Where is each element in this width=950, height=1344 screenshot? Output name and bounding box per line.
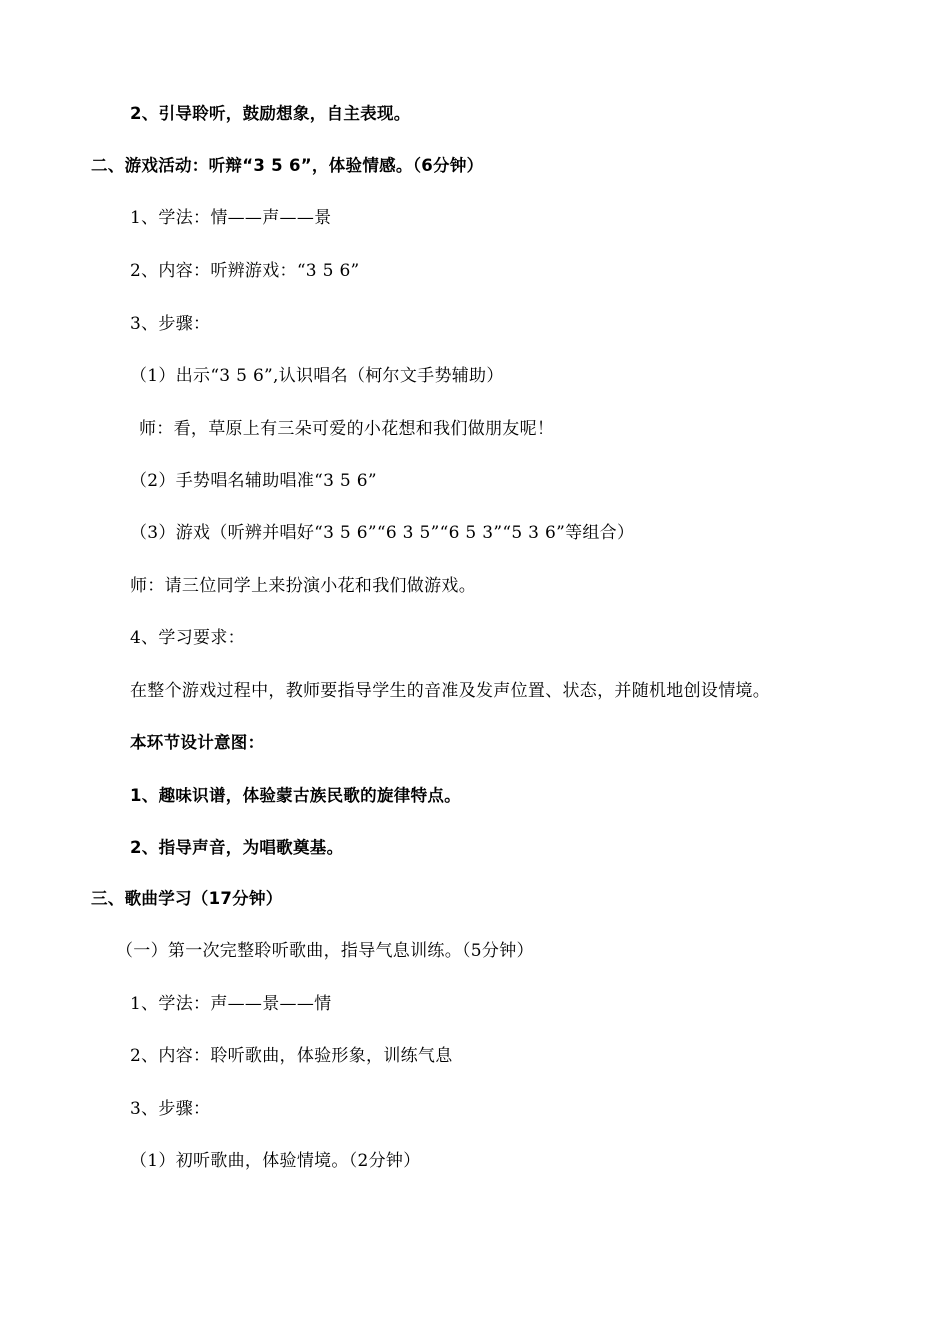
- steps-label: 3、步骤：: [130, 314, 211, 334]
- section-3-heading: 三、歌曲学习（17分钟）: [91, 889, 283, 908]
- step-2-line: （2）手势唱名辅助唱准“3 5 6”: [130, 471, 377, 491]
- study-method-line-2: 1、学法：声——景——情: [130, 994, 332, 1014]
- design-intent-1: 1、趣味识谱，体验蒙古族民歌的旋律特点。: [130, 786, 461, 805]
- step-1-line-2: （1）初听歌曲，体验情境。（2分钟）: [130, 1151, 421, 1171]
- subsection-1-heading: （一）第一次完整聆听歌曲，指导气息训练。（5分钟）: [116, 941, 534, 961]
- section-2-heading: 二、游戏活动：听辩“3 5 6”，体验情感。（6分钟）: [91, 156, 484, 175]
- content-line-2: 2、内容：聆听歌曲，体验形象，训练气息: [130, 1046, 453, 1066]
- step-1-line: （1）出示“3 5 6”,认识唱名（柯尔文手势辅助）: [130, 366, 504, 386]
- study-method-line: 1、学法：情——声——景: [130, 208, 332, 228]
- design-intent-2: 2、指导声音，为唱歌奠基。: [130, 838, 344, 857]
- requirements-label: 4、学习要求：: [130, 628, 245, 648]
- requirements-text: 在整个游戏过程中，教师要指导学生的音准及发声位置、状态，并随机地创设情境。: [130, 681, 771, 701]
- step-2-guide-listening: 2、引导聆听，鼓励想象，自主表现。: [130, 104, 411, 123]
- content-line: 2、内容：听辨游戏：“3 5 6”: [130, 261, 360, 281]
- teacher-line-2: 师：请三位同学上来扮演小花和我们做游戏。: [130, 576, 476, 596]
- teacher-line-1: 师：看，草原上有三朵可爱的小花想和我们做朋友呢！: [139, 419, 555, 439]
- step-3-line: （3）游戏（听辨并唱好“3 5 6”“6 3 5”“6 5 3”“5 3 6”等组合）: [130, 523, 635, 543]
- steps-label-2: 3、步骤：: [130, 1099, 211, 1119]
- design-intent-label: 本环节设计意图：: [130, 733, 265, 752]
